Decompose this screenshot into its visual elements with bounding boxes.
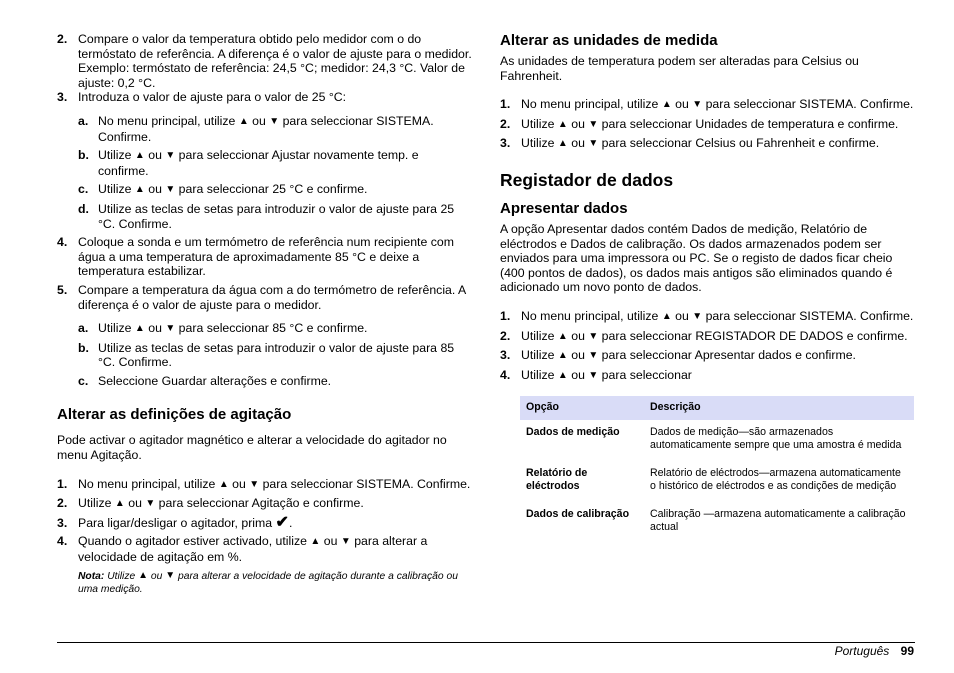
step-number: 5. — [57, 282, 68, 297]
step-text-part: Utilize — [521, 348, 555, 363]
down-arrow-icon: ▼ — [692, 310, 703, 322]
table-header-row — [520, 396, 914, 420]
step-text-part: para seleccionar Unidades de temperatura e confirme. — [601, 116, 899, 131]
up-arrow-icon: ▲ — [661, 310, 672, 322]
step-text-part: Utilize — [98, 182, 132, 197]
section-heading-show-data: Apresentar dados — [500, 199, 628, 217]
step-text — [98, 148, 472, 178]
step-text — [78, 513, 472, 531]
step-text-part: para seleccionar 25 °C e confirme. — [178, 182, 368, 197]
down-arrow-icon: ▼ — [249, 478, 260, 490]
up-arrow-icon: ▲ — [138, 569, 149, 581]
down-arrow-icon: ▼ — [145, 498, 156, 510]
step-text-part: ou — [571, 348, 585, 363]
agitation-intro: Pode activar o agitador magnético e alterar a velocidade do agitador no menu Agitação. — [57, 433, 447, 463]
step-text — [78, 496, 472, 512]
step-text: Utilize as teclas de setas para introduzir o valor de ajuste para 85 °C. Confirme. — [98, 340, 455, 370]
step-number: 3. — [57, 515, 68, 530]
down-arrow-icon: ▼ — [165, 184, 176, 196]
up-arrow-icon: ▲ — [557, 138, 568, 150]
note: Nota: Utilize ▲ ou ▼ para alterar a velocidade de agitação durante a calibração ou uma medição. — [78, 569, 458, 596]
step-text-part: ou — [148, 148, 162, 163]
list-item — [57, 496, 472, 512]
table-row — [520, 420, 914, 461]
step-text-part: Utilize — [98, 148, 132, 163]
step-text-part: ou — [571, 116, 585, 131]
show-data-intro: A opção Apresentar dados contém Dados de medição, Relatório de eléctrodos e Dados de calibração. Os dados armazenados podem ser enviados para uma impressora ou PC. Se o registo de dados ficar cheio (400 pontos de dados), os dados mais antigos são eliminados quando é adicionado um novo ponto de dados. — [500, 221, 893, 295]
down-arrow-icon: ▼ — [588, 369, 599, 381]
step-number: 4. — [57, 534, 68, 549]
section-heading-data-logger: Registador de dados — [500, 169, 674, 190]
step-number: 4. — [57, 235, 68, 250]
up-arrow-icon: ▲ — [310, 536, 321, 548]
step-text — [521, 309, 915, 325]
down-arrow-icon: ▼ — [269, 115, 280, 127]
step-text-part: ou — [232, 476, 246, 491]
step-text-part: Utilize — [521, 136, 555, 151]
up-arrow-icon: ▲ — [134, 150, 145, 162]
step-text — [98, 182, 472, 198]
step-text-part: para seleccionar SISTEMA. Confirme. — [262, 476, 471, 491]
step-number: b. — [78, 340, 89, 355]
step-text-part: Utilize — [521, 328, 555, 343]
left-column — [57, 32, 472, 597]
right-column — [500, 32, 915, 543]
step-text-part: para seleccionar Agitação e confirme. — [158, 496, 364, 511]
step-number: 2. — [57, 496, 68, 511]
page-number: 99 — [900, 644, 914, 658]
list-item — [57, 90, 472, 105]
up-arrow-icon: ▲ — [134, 323, 145, 335]
step-text — [98, 321, 472, 337]
table-cell-description: Calibração —armazena automaticamente a calibração actual — [650, 508, 906, 533]
sub-list-item — [78, 341, 472, 370]
up-arrow-icon: ▲ — [134, 184, 145, 196]
step-text: Compare a temperatura da água com a do termómetro de referência. A diferença é o valor de ajuste para o medidor. — [78, 282, 466, 312]
page-footer — [835, 644, 914, 659]
step-text-part: ou — [675, 308, 689, 323]
up-arrow-icon: ▲ — [557, 330, 568, 342]
step-text-part: para seleccionar 85 °C e confirme. — [178, 321, 368, 336]
sub-list-item — [78, 114, 472, 144]
table-cell-description: Relatório de eléctrodos—armazena automaticamente o histórico de eléctrodos e as condições de medição — [650, 467, 901, 492]
step-text-part: para seleccionar SISTEMA. Confirme. — [705, 308, 914, 323]
table-row — [520, 461, 914, 502]
list-item — [57, 235, 472, 279]
up-arrow-icon: ▲ — [661, 99, 672, 111]
step-text — [521, 117, 915, 133]
step-number: 2. — [500, 328, 511, 343]
table-header-description: Descrição — [644, 396, 914, 420]
table-row — [520, 502, 914, 543]
down-arrow-icon: ▼ — [692, 99, 703, 111]
list-item — [500, 97, 915, 113]
step-text-part: para seleccionar SISTEMA. Confirme. — [98, 113, 434, 144]
up-arrow-icon: ▲ — [238, 115, 249, 127]
step-number: a. — [78, 321, 89, 336]
footer-language: Português — [834, 644, 890, 658]
step-text-part: para seleccionar REGISTADOR DE DADOS e confirme. — [601, 328, 908, 343]
section-heading-units: Alterar as unidades de medida — [500, 32, 718, 49]
table-cell-option: Dados de medição — [526, 425, 620, 438]
example-text: Exemplo: termóstato de referência: 24,5 °C; medidor: 24,3 °C. Valor de ajuste: 0,2 °C. — [78, 61, 465, 90]
down-arrow-icon: ▼ — [588, 118, 599, 130]
step-text-part: para alterar a velocidade de agitação em %. — [78, 534, 428, 565]
step-number: 1. — [500, 308, 511, 323]
step-number: 3. — [500, 136, 511, 151]
step-text-part: ou — [128, 496, 142, 511]
step-text — [521, 136, 915, 152]
down-arrow-icon: ▼ — [588, 350, 599, 362]
sub-list-item — [78, 202, 472, 231]
step-text — [521, 329, 915, 345]
up-arrow-icon: ▲ — [114, 498, 125, 510]
step-text: Utilize as teclas de setas para introduzir o valor de ajuste para 25 °C. Confirme. — [98, 201, 455, 231]
step-text-part: ou — [571, 328, 585, 343]
up-arrow-icon: ▲ — [557, 369, 568, 381]
step-number: c. — [78, 373, 89, 388]
step-text-part: ou — [252, 113, 266, 128]
footer-rule — [57, 642, 915, 643]
step-text-part: para seleccionar — [601, 367, 692, 382]
down-arrow-icon: ▼ — [588, 138, 599, 150]
step-text-part: Utilize — [78, 496, 112, 511]
sub-list-item — [78, 374, 472, 389]
list-item — [500, 136, 915, 152]
step-text: Coloque a sonda e um termómetro de referência num recipiente com água a uma temperatura de aproximadamente 85 °C e deixe a temperatura estabilizar. — [78, 235, 454, 279]
step-text — [78, 477, 472, 493]
sub-list-item — [78, 182, 472, 198]
step-number: 2. — [500, 116, 511, 131]
step-text-part: Utilize — [521, 116, 555, 131]
step-text-part: Utilize — [521, 367, 555, 382]
step-number: d. — [78, 201, 89, 216]
list-item — [57, 477, 472, 493]
step-text-part: para seleccionar Celsius ou Fahrenheit e confirme. — [601, 136, 880, 151]
step-text-part: ou — [675, 97, 689, 112]
step-text-part: No menu principal, utilize — [98, 113, 236, 128]
down-arrow-icon: ▼ — [165, 323, 176, 335]
sub-list-item — [78, 321, 472, 337]
list-item — [57, 513, 472, 531]
step-text-part: para seleccionar Ajustar novamente temp. e confirme. — [98, 148, 419, 178]
step-number: 1. — [57, 476, 68, 491]
sub-list-item — [78, 148, 472, 178]
step-text-part: ou — [148, 182, 162, 197]
step-text — [521, 368, 915, 384]
step-text-part: ou — [571, 136, 585, 151]
up-arrow-icon: ▲ — [557, 350, 568, 362]
step-text-part: No menu principal, utilize — [521, 97, 659, 112]
options-table — [520, 396, 914, 543]
step-text-part: para seleccionar Apresentar dados e confirme. — [601, 348, 856, 363]
step-text — [521, 97, 915, 113]
down-arrow-icon: ▼ — [165, 150, 176, 162]
step-text-part: Quando o agitador estiver activado, utilize — [78, 534, 307, 549]
up-arrow-icon: ▲ — [557, 118, 568, 130]
step-number: 1. — [500, 97, 511, 112]
list-item — [500, 368, 915, 384]
table-cell-option: Dados de calibração — [526, 508, 630, 521]
step-number: 2. — [57, 32, 68, 46]
section-heading-agitation: Alterar as definições de agitação — [57, 406, 292, 424]
step-number: a. — [78, 113, 89, 128]
list-item — [500, 117, 915, 133]
step-number: c. — [78, 182, 89, 197]
list-item — [57, 32, 472, 90]
list-item — [57, 283, 472, 312]
step-text-part: ou — [148, 321, 162, 336]
step-text-part: No menu principal, utilize — [521, 308, 659, 323]
table-cell-option: Relatório de eléctrodos — [526, 467, 588, 492]
list-item — [500, 309, 915, 325]
up-arrow-icon: ▲ — [218, 478, 229, 490]
step-number: 4. — [500, 367, 511, 382]
step-text-part: Utilize — [98, 321, 132, 336]
table-header-option: Opção — [520, 396, 644, 420]
down-arrow-icon: ▼ — [340, 536, 351, 548]
table-cell-description: Dados de medição—são armazenados automaticamente sempre que uma amostra é medida — [650, 425, 902, 451]
step-text: Seleccione Guardar alterações e confirme. — [98, 373, 332, 388]
list-item — [57, 534, 472, 564]
checkmark-icon: ✔ — [275, 513, 289, 531]
step-number: 3. — [500, 348, 511, 363]
units-intro: As unidades de temperatura podem ser alteradas para Celsius ou Fahrenheit. — [500, 54, 859, 83]
step-number: b. — [78, 148, 89, 163]
step-text — [98, 114, 472, 144]
step-text-part: Para ligar/desligar o agitador, prima — [78, 515, 273, 530]
step-text — [521, 348, 915, 364]
step-text: Compare o valor da temperatura obtido pelo medidor com o do termóstato de referência. A diferença é o valor de ajuste para o medidor. Exemplo: termóstato de referência: 24,5 °C; medidor: 24,3 °C. Valor de ajuste: 0,2 °C. — [78, 32, 472, 90]
step-text: Introduza o valor de ajuste para o valor de 25 °C: — [78, 90, 347, 105]
list-item — [500, 348, 915, 364]
step-text-part: . — [288, 515, 293, 530]
step-text-part: ou — [323, 534, 338, 549]
step-text-part: ou — [571, 367, 585, 382]
step-text — [78, 534, 472, 564]
list-item — [500, 329, 915, 345]
step-number: 3. — [57, 90, 68, 105]
step-text-part: No menu principal, utilize — [78, 476, 216, 491]
down-arrow-icon: ▼ — [165, 569, 176, 581]
down-arrow-icon: ▼ — [588, 330, 599, 342]
step-text-part: para seleccionar SISTEMA. Confirme. — [705, 97, 914, 112]
